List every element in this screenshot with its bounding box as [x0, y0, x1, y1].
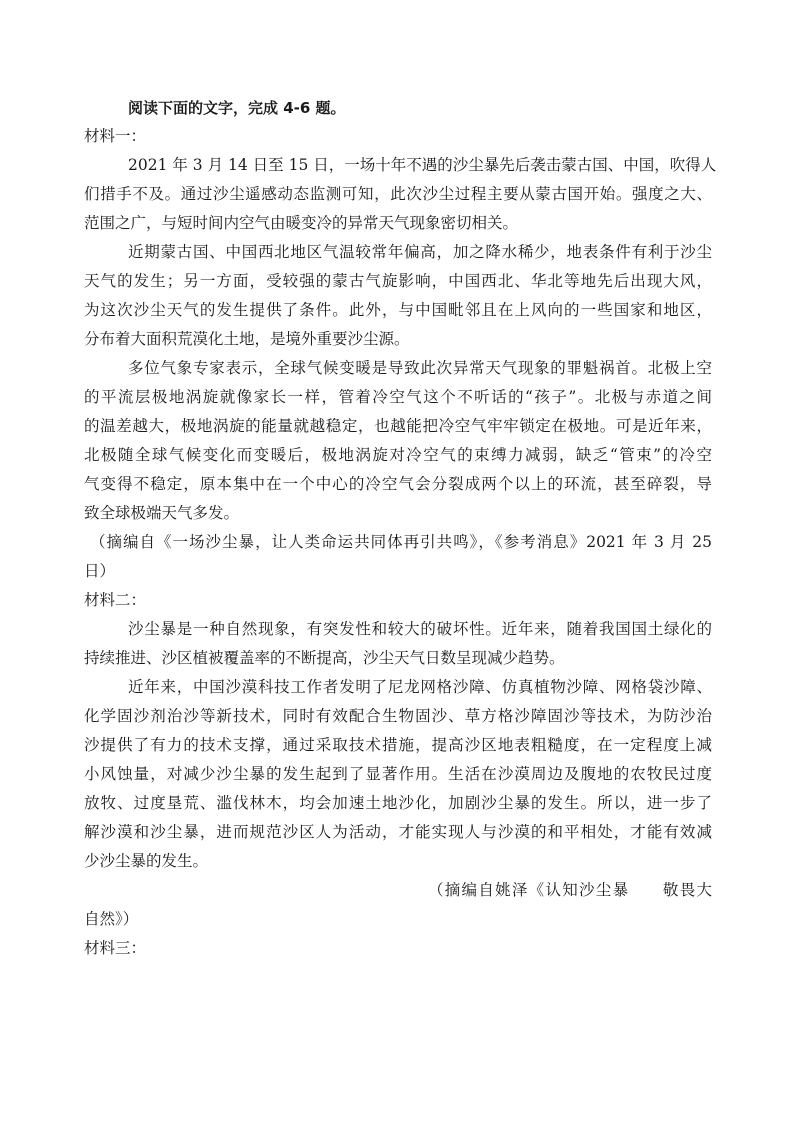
- material-1-paragraph-3-line-4: 北极随全球气候变化而变暖后，极地涡旋对冷空气的束缚力减弱，缺乏“管束”的冷空: [84, 446, 712, 464]
- material-1-source-line-2: 日）: [84, 562, 116, 580]
- material-2-source-line-1: （摘编自姚泽《认知沙尘暴 敬畏大: [428, 881, 712, 899]
- material-2-paragraph-1-line-2: 持续推进、沙区植被覆盖率的不断提高，沙尘天气日数呈现减少趋势。: [84, 649, 565, 667]
- material-1-paragraph-1-line-1: 2021 年 3 月 14 日至 15 日，一场十年不遇的沙尘暴先后袭击蒙古国、中国，吹得人: [128, 156, 717, 174]
- material-2-source-line-2: 自然》）: [84, 910, 139, 928]
- material-2-paragraph-2-line-6: 解沙漠和沙尘暴，进而规范沙区人为活动，才能实现人与沙漠的和平相处，才能有效减: [84, 823, 712, 841]
- material-2-paragraph-2-line-2: 化学固沙剂治沙等新技术，同时有效配合生物固沙、草方格沙障固沙等技术，为防沙治: [84, 707, 712, 725]
- material-2-paragraph-2-line-5: 放牧、过度垦荒、滥伐林木，均会加速土地沙化，加剧沙尘暴的发生。所以，进一步了: [84, 794, 712, 812]
- material-3-label: 材料三：: [84, 939, 147, 957]
- material-1-paragraph-2-line-3: 为这次沙尘天气的发生提供了条件。此外，与中国毗邻且在上风向的一些国家和地区，: [84, 301, 712, 319]
- material-1-source-line-1: （摘编自《一场沙尘暴，让人类命运共同体再引共鸣》，《参考消息》2021 年 3 月 25: [90, 533, 712, 551]
- material-2-paragraph-2-line-1: 近年来，中国沙漠科技工作者发明了尼龙网格沙障、仿真植物沙障、网格袋沙障、: [128, 678, 712, 696]
- material-1-paragraph-1-line-2: 们措手不及。通过沙尘遥感动态监测可知，此次沙尘过程主要从蒙古国开始。强度之大、: [84, 185, 712, 203]
- material-1-paragraph-3-line-1: 多位气象专家表示，全球气候变暖是导致此次异常天气现象的罪魁祸首。北极上空: [128, 359, 712, 377]
- material-1-paragraph-2-line-4: 分布着大面积荒漠化土地，是境外重要沙尘源。: [84, 330, 410, 348]
- material-1-label: 材料一：: [84, 127, 147, 145]
- material-1-paragraph-2-line-1: 近期蒙古国、中国西北地区气温较常年偏高，加之降水稀少，地表条件有利于沙尘: [128, 243, 712, 261]
- material-2-paragraph-2-line-7: 少沙尘暴的发生。: [84, 852, 209, 870]
- material-1-paragraph-3-line-6: 致全球极端天气多发。: [84, 504, 240, 522]
- material-1-paragraph-2-line-2: 天气的发生；另一方面，受较强的蒙古气旋影响，中国西北、华北等地先后出现大风，: [84, 272, 712, 290]
- material-1-paragraph-3-line-3: 的温差越大，极地涡旋的能量就越稳定，也越能把冷空气牢牢锁定在极地。可是近年来，: [84, 417, 712, 435]
- material-1-paragraph-1-line-3: 范围之广，与短时间内空气由暖变冷的异常天气现象密切相关。: [84, 214, 519, 232]
- material-2-label: 材料二：: [84, 591, 147, 609]
- question-heading: 阅读下面的文字，完成 4-6 题。: [128, 99, 346, 117]
- material-2-paragraph-1-line-1: 沙尘暴是一种自然现象，有突发性和较大的破坏性。近年来，随着我国国土绿化的: [128, 620, 712, 638]
- material-1-paragraph-3-line-5: 气变得不稳定，原本集中在一个中心的冷空气会分裂成两个以上的环流，甚至碎裂，导: [84, 475, 712, 493]
- material-2-paragraph-2-line-4: 小风蚀量，对减少沙尘暴的发生起到了显著作用。生活在沙漠周边及腹地的农牧民过度: [84, 765, 712, 783]
- material-1-paragraph-3-line-2: 的平流层极地涡旋就像家长一样，管着冷空气这个不听话的“孩子”。北极与赤道之间: [84, 388, 712, 406]
- material-2-paragraph-2-line-3: 沙提供了有力的技术支撑，通过采取技术措施，提高沙区地表粗糙度，在一定程度上减: [84, 736, 712, 754]
